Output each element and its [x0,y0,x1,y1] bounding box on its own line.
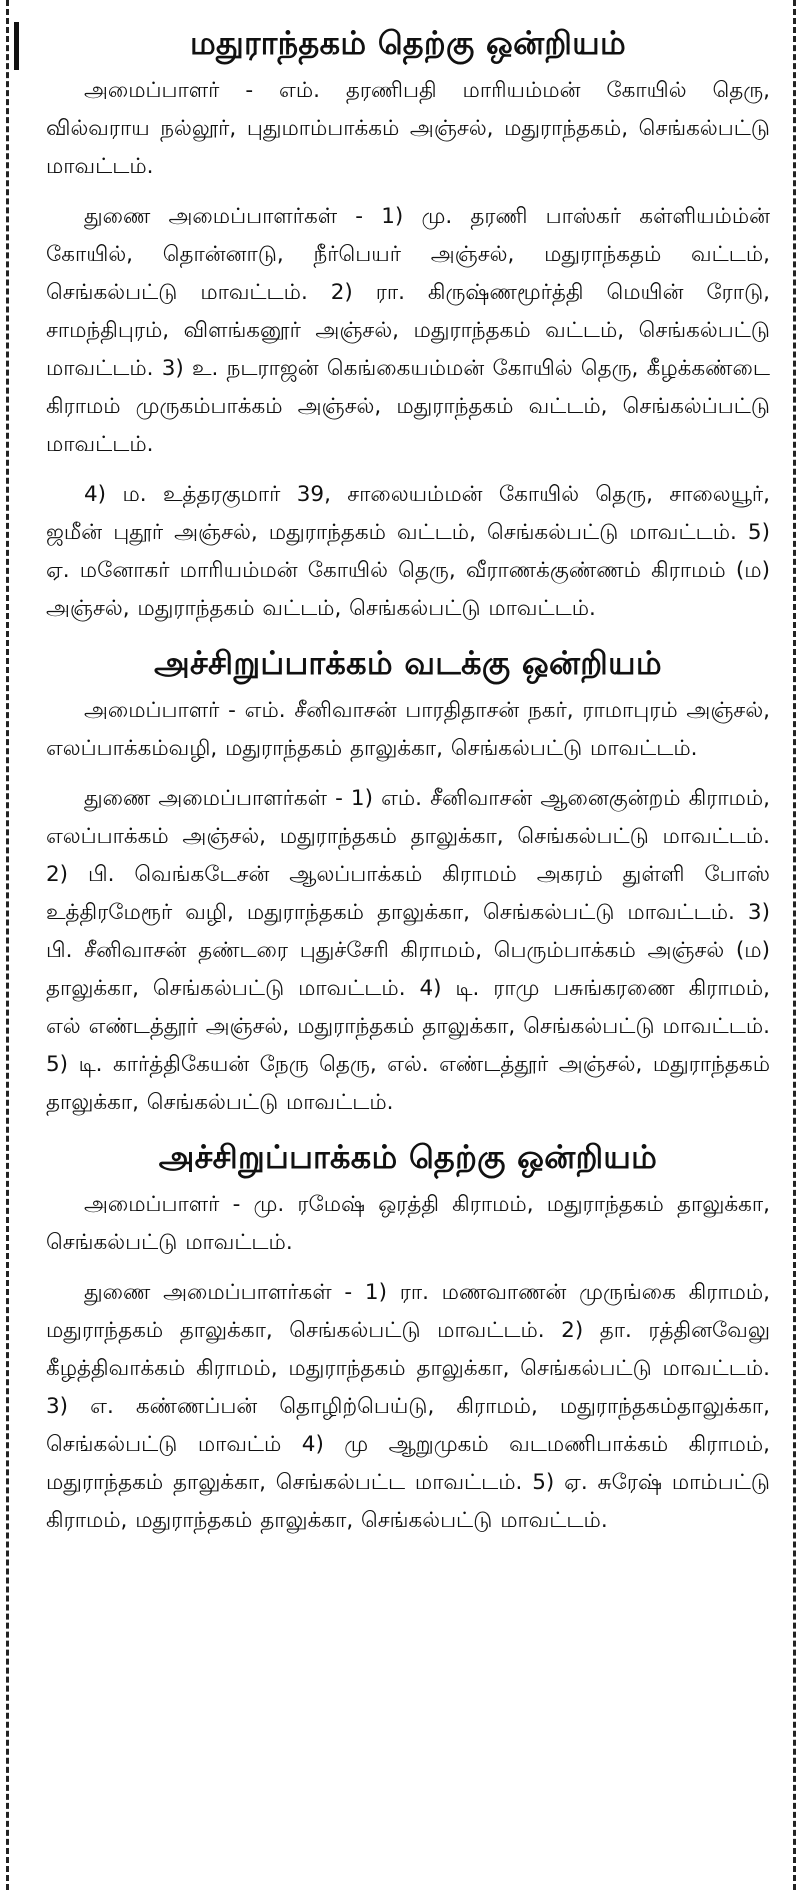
section-acharapakkam-south [46,1134,770,1540]
left-dashed-border [6,0,9,1890]
organizer-paragraph: அமைப்பாளர் - மு. ரமேஷ் ஒரத்தி கிராமம், மதுராந்தகம் தாலுக்கா, செங்கல்பட்டு மாவட்டம். [46,1192,770,1255]
section-acharapakkam-north [46,640,770,1122]
deputy-organizers-paragraph-continued: 4) ம. உத்தரகுமார் 39, சாலையம்மன் கோயில் தெரு, சாலையூர், ஜமீன் புதூர் அஞ்சல், மதுராந்தகம் வட்டம், செங்கல்பட்டு மாவட்டம். 5) ஏ. மனோகர் மாரியம்மன் கோயில் தெரு, வீராணக்குண்ணம் கிராமம் (ம) அஞ்சல், மதுராந்தகம் வட்டம், செங்கல்பட்டு மாவட்டம். [46,482,770,621]
organizer-paragraph: அமைப்பாளர் - எம். சீனிவாசன் பாரதிதாசன் நகர், ராமாபுரம் அஞ்சல், எலப்பாக்கம்வழி, மதுராந்தகம் தாலுக்கா, செங்கல்பட்டு மாவட்டம். [46,698,770,761]
deputy-organizers-paragraph: துணை அமைப்பாளர்கள் - 1) மு. தரணி பாஸ்கர் கள்ளியம்ம்ன் கோயில், தொன்னாடு, நீர்பெயர் அஞ்சல், மதுராந்கதம் வட்டம், செங்கல்பட்டு மாவட்டம். 2) ரா. கிருஷ்ணமூர்த்தி மெயின் ரோடு, சாமந்திபுரம், விளங்கனூர் அஞ்சல், மதுராந்தகம் வட்டம், செங்கல்பட்டு மாவட்டம். 3) உ. நடராஜன் கெங்கையம்மன் கோயில் தெரு, கீழக்கண்டை கிராமம் முருகம்பாக்கம் அஞ்சல், மதுராந்தகம் வட்டம், செங்கல்ப்பட்டு மாவட்டம். [46,204,770,457]
section-title: அச்சிறுப்பாக்கம் வடக்கு ஒன்றியம் [154,644,662,682]
deputy-organizers-paragraph: துணை அமைப்பாளர்கள் - 1) எம். சீனிவாசன் ஆனைகுன்றம் கிராமம், எலப்பாக்கம் அஞ்சல், மதுராந்தகம் தாலுக்கா, செங்கல்பட்டு மாவட்டம். 2) பி. வெங்கடேசன் ஆலப்பாக்கம் கிராமம் அகரம் துள்ளி போஸ் உத்திரமேரூர் வழி, மதுராந்தகம் தாலுக்கா, செங்கல்பட்டு மாவட்டம். 3) பி. சீனிவாசன் தண்டரை புதுச்சேரி கிராமம், பெரும்பாக்கம் அஞ்சல் (ம) தாலுக்கா, செங்கல்பட்டு மாவட்டம். 4) டி. ராமு பசுங்கரணை கிராமம், எல் எண்டத்தூர் அஞ்சல், மதுராந்தகம் தாலுக்கா, செங்கல்பட்டு மாவட்டம். 5) டி. கார்த்திகேயன் நேரு தெரு, எல். எண்டத்தூர் அஞ்சல், மதுராந்தகம் தாலுக்கா, செங்கல்பட்டு மாவட்டம். [46,786,770,1115]
right-dashed-border [793,0,796,1890]
left-margin-bar [14,22,19,70]
section-madurantakam-south [46,20,770,628]
section-title: அச்சிறுப்பாக்கம் தெற்கு ஒன்றியம் [158,1138,658,1176]
article-column [46,20,770,1552]
section-title: மதுராந்தகம் தெற்கு ஒன்றியம் [189,24,627,62]
organizer-paragraph: அமைப்பாளர் - எம். தரணிபதி மாரியம்மன் கோயில் தெரு, வில்வராய நல்லூர், புதுமாம்பாக்கம் அஞ்சல், மதுராந்தகம், செங்கல்பட்டு மாவட்டம். [46,78,770,179]
deputy-organizers-paragraph: துணை அமைப்பாளர்கள் - 1) ரா. மணவாணன் முருங்கை கிராமம், மதுராந்தகம் தாலுக்கா, செங்கல்பட்டு மாவட்டம். 2) தா. ரத்தினவேலு கீழத்திவாக்கம் கிராமம், மதுராந்தகம் தாலுக்கா, செங்கல்பட்டு மாவட்டம். 3) எ. கண்ணப்பன் தொழிற்பெய்டு, கிராமம், மதுராந்தகம்தாலுக்கா, செங்கல்பட்டு மாவட்ம் 4) மு ஆறுமுகம் வடமணிபாக்கம் கிராமம், மதுராந்தகம் தாலுக்கா, செங்கல்பட்ட மாவட்டம். 5) ஏ. சுரேஷ் மாம்பட்டு கிராமம், மதுராந்தகம் தாலுக்கா, செங்கல்பட்டு மாவட்டம். [46,1280,770,1533]
